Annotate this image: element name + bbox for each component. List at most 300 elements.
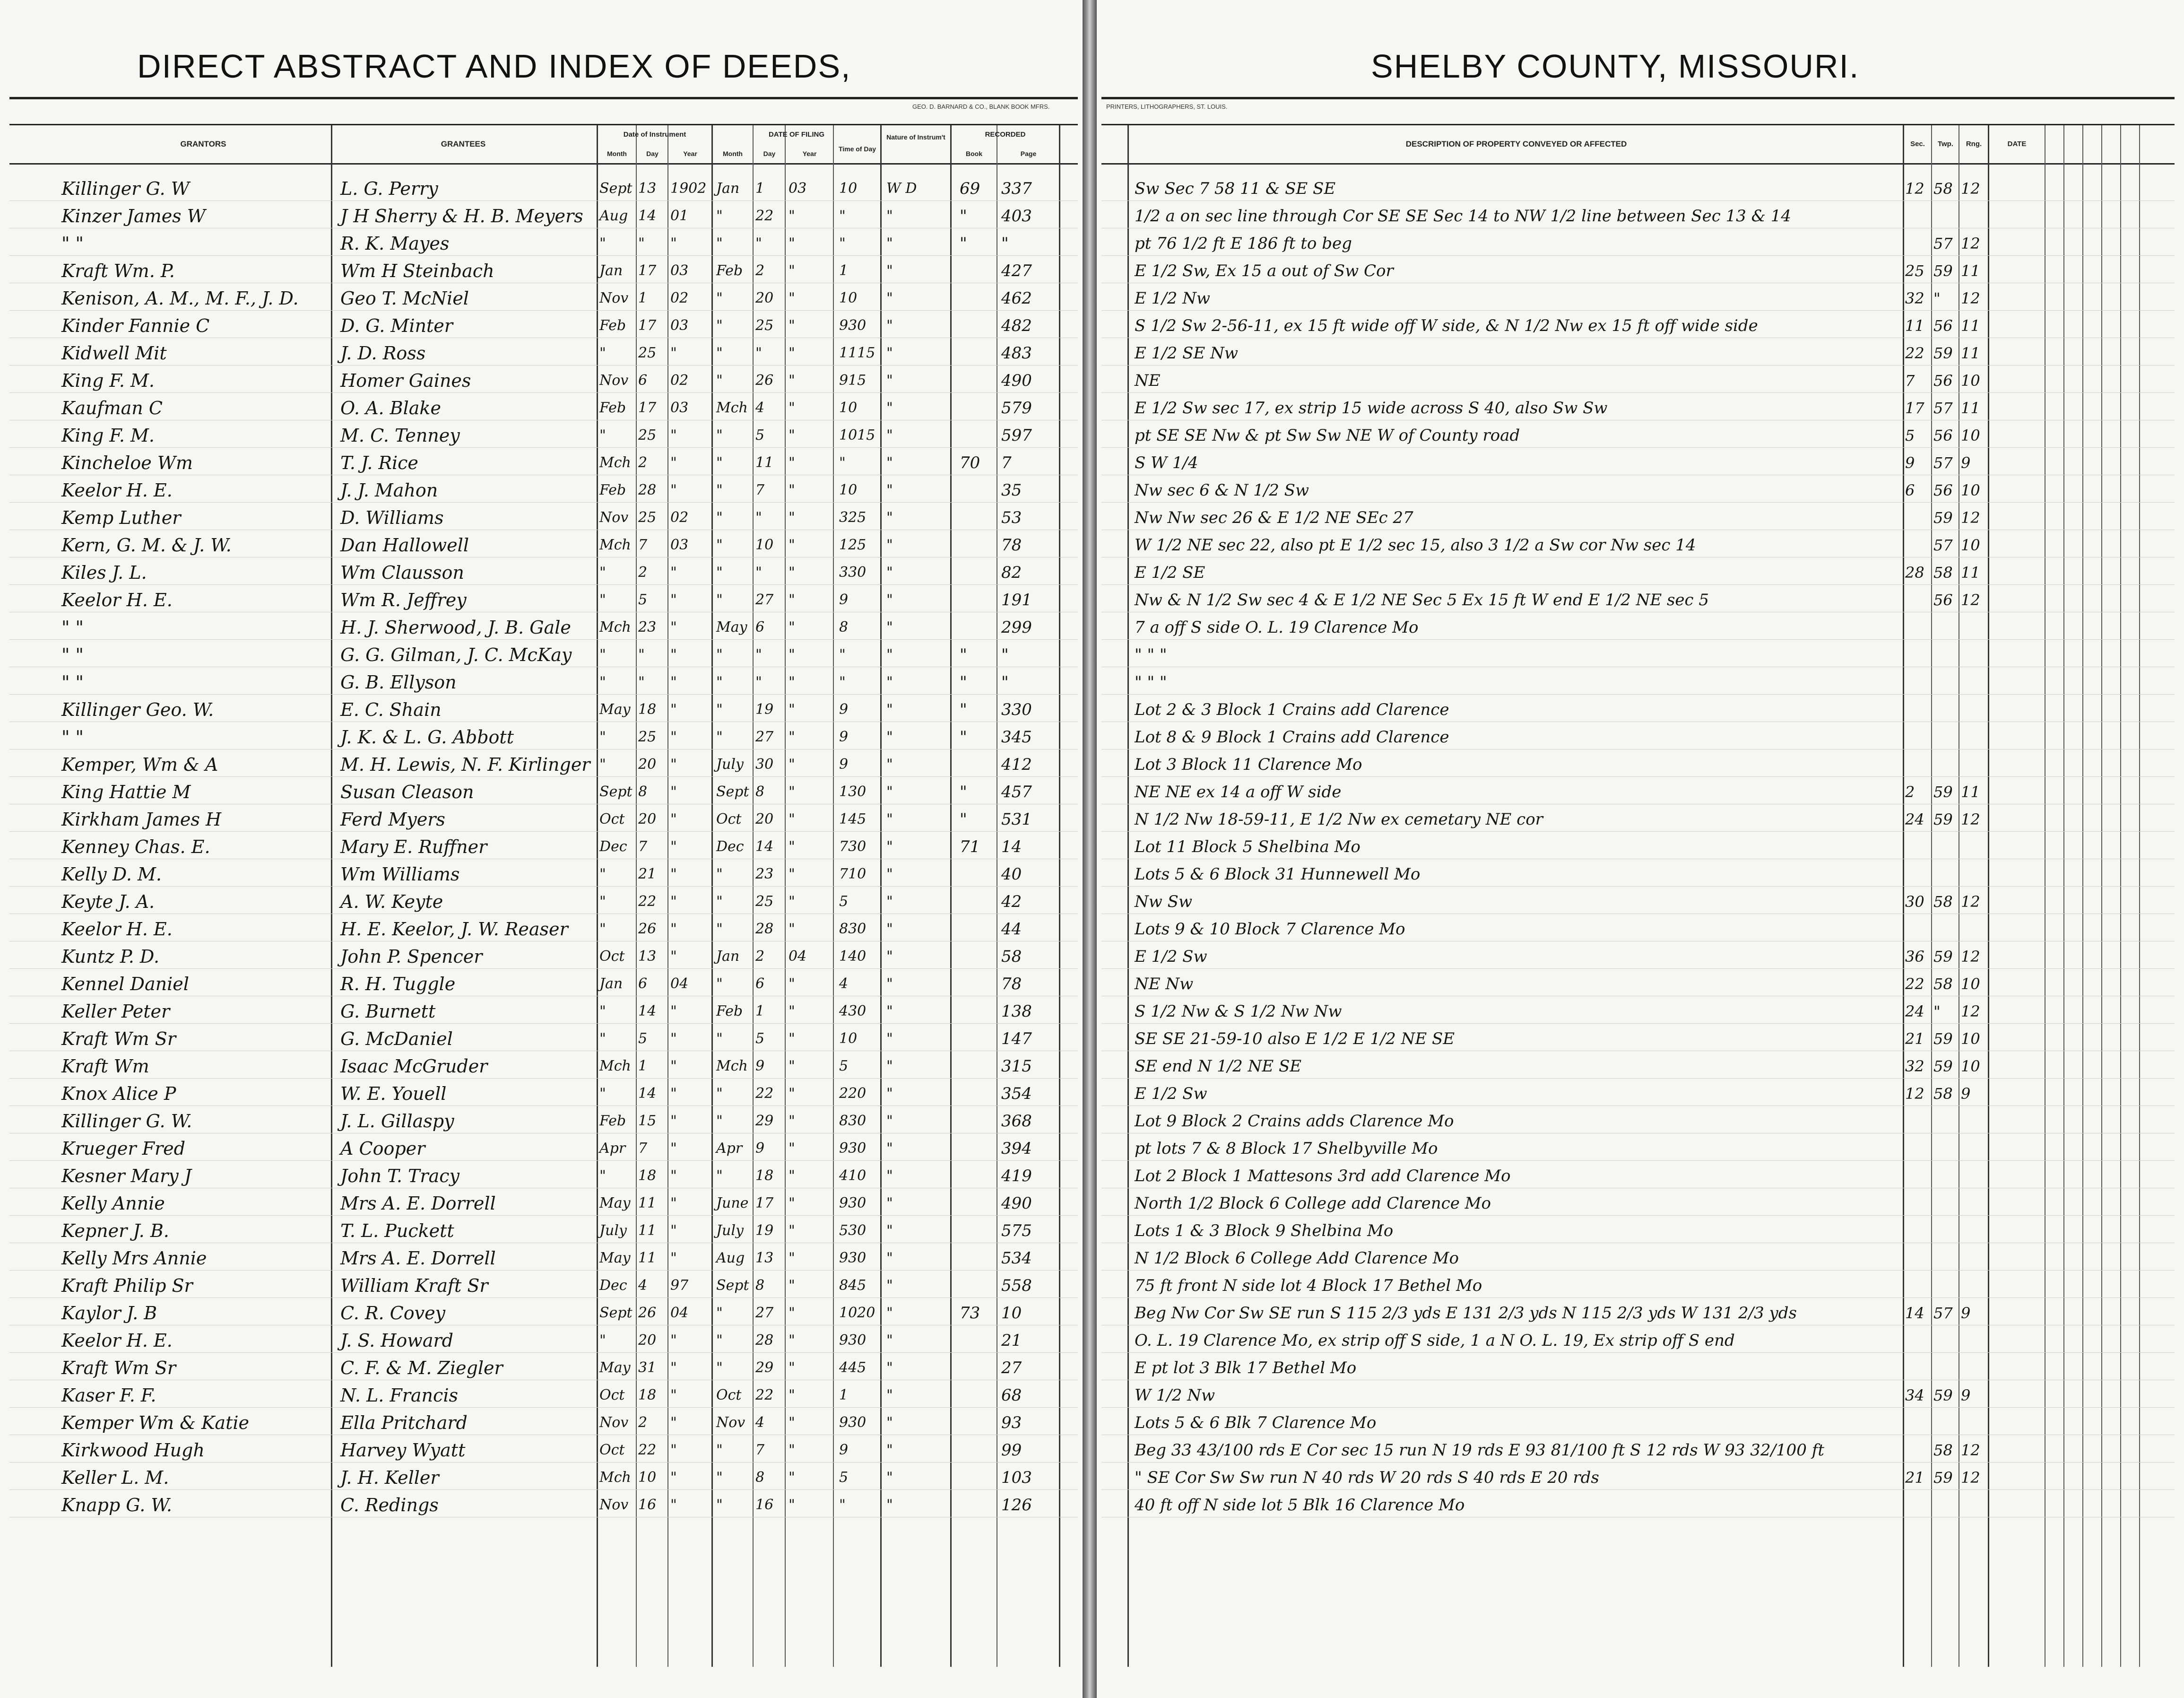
rng-cell: 12 xyxy=(1961,509,1980,527)
grantor-cell: Kuntz P. D. xyxy=(61,946,160,967)
page-cell: 482 xyxy=(1001,316,1032,335)
instrument-day-cell: 25 xyxy=(638,729,657,745)
grantee-cell: Ferd Myers xyxy=(340,809,445,830)
page-cell: 315 xyxy=(1001,1057,1032,1076)
filing-year-cell: " xyxy=(789,1003,795,1019)
filing-day-cell: " xyxy=(755,345,762,361)
page-cell: 78 xyxy=(1001,536,1022,555)
grantor-cell: Kraft Wm Sr xyxy=(61,1028,176,1049)
instrument-day-cell: 4 xyxy=(638,1277,648,1294)
filing-year-cell: " xyxy=(789,674,795,690)
description-cell: pt 76 1/2 ft E 186 ft to beg xyxy=(1135,234,1352,253)
filing-month-cell: Mch xyxy=(716,400,748,416)
grantor-cell: King Hattie M xyxy=(61,782,191,802)
twp-cell: 58 xyxy=(1933,564,1953,582)
filing-year-cell: " xyxy=(789,646,795,663)
filing-time-cell: " xyxy=(839,208,846,224)
page-cell: 368 xyxy=(1001,1112,1032,1131)
filing-month-cell: " xyxy=(716,1113,723,1129)
filing-time-cell: 10 xyxy=(839,482,858,498)
page-cell: 138 xyxy=(1001,1002,1032,1021)
grantor-cell: " " xyxy=(61,233,84,254)
nature-of-instrument-cell: " xyxy=(886,1497,893,1513)
header-inst-year: Year xyxy=(683,150,697,157)
twp-cell: 57 xyxy=(1933,536,1953,554)
filing-year-cell: " xyxy=(789,290,795,306)
page-cell: 483 xyxy=(1001,344,1032,363)
nature-of-instrument-cell: " xyxy=(886,1222,893,1239)
ledger-row xyxy=(0,504,2184,531)
filing-month-cell: " xyxy=(716,729,723,745)
instrument-year-cell: " xyxy=(670,235,677,252)
grantee-cell: E. C. Shain xyxy=(340,699,442,720)
filing-day-cell: 13 xyxy=(755,1250,774,1266)
page-cell: 14 xyxy=(1001,837,1022,856)
sec-cell: 11 xyxy=(1905,317,1924,335)
filing-year-cell: " xyxy=(789,400,795,416)
page-cell: 403 xyxy=(1001,207,1032,226)
filing-month-cell: " xyxy=(716,509,723,526)
grantor-cell: Kemper Wm & Katie xyxy=(61,1412,249,1433)
instrument-year-cell: 01 xyxy=(670,208,689,224)
ledger-row xyxy=(0,696,2184,723)
ledger-row xyxy=(0,778,2184,806)
header-grantees: GRANTEES xyxy=(441,139,486,148)
description-cell: Nw sec 6 & N 1/2 Sw xyxy=(1135,481,1309,500)
description-cell: " " " xyxy=(1135,673,1167,692)
filing-day-cell: 25 xyxy=(755,317,774,334)
description-cell: Beg Nw Cor Sw SE run S 115 2/3 yds E 131 2/3 yds N 115 2/3 yds W 131 2/3 yds xyxy=(1135,1304,1797,1323)
grantor-cell: Kidwell Mit xyxy=(61,343,167,364)
row-guide-line xyxy=(9,1462,1078,1463)
instrument-month-cell: Sept xyxy=(599,784,633,800)
row-guide-line xyxy=(9,694,1078,695)
grantee-cell: J. H. Keller xyxy=(340,1467,439,1488)
nature-of-instrument-cell: " xyxy=(886,482,893,498)
sec-cell: 9 xyxy=(1905,454,1915,472)
instrument-day-cell: 17 xyxy=(638,400,657,416)
instrument-month-cell: " xyxy=(599,345,606,361)
nature-of-instrument-cell: " xyxy=(886,784,893,800)
row-guide-line xyxy=(9,310,1078,311)
column-rule-left xyxy=(9,124,1078,125)
twp-cell: 56 xyxy=(1933,481,1953,499)
filing-month-cell: Feb xyxy=(716,262,743,279)
rng-cell: 11 xyxy=(1961,344,1980,362)
description-cell: E 1/2 Sw xyxy=(1135,1084,1207,1103)
filing-day-cell: 10 xyxy=(755,537,774,553)
description-cell: 1/2 a on sec line through Cor SE SE Sec 14 to NW 1/2 line between Sec 13 & 14 xyxy=(1135,207,1791,226)
ledger-row xyxy=(0,449,2184,477)
filing-time-cell: 930 xyxy=(839,317,867,334)
filing-time-cell: 10 xyxy=(839,400,858,416)
page-cell: 534 xyxy=(1001,1249,1032,1268)
ledger-row xyxy=(0,1491,2184,1519)
instrument-day-cell: 26 xyxy=(638,1305,657,1321)
instrument-year-cell: " xyxy=(670,674,677,690)
sec-cell: 32 xyxy=(1905,1057,1924,1075)
filing-day-cell: 23 xyxy=(755,866,774,882)
page-cell: 99 xyxy=(1001,1441,1022,1460)
rng-cell: 10 xyxy=(1961,372,1980,390)
ledger-row xyxy=(0,394,2184,422)
filing-time-cell: 9 xyxy=(839,592,849,608)
grantee-cell: Wm Williams xyxy=(340,864,460,885)
instrument-month-cell: Nov xyxy=(599,509,629,526)
instrument-day-cell: " xyxy=(638,235,645,252)
twp-cell: " xyxy=(1933,289,1941,307)
ledger-row xyxy=(0,1190,2184,1217)
filing-day-cell: 20 xyxy=(755,811,774,827)
filing-time-cell: 530 xyxy=(839,1222,867,1239)
filing-time-cell: 1115 xyxy=(839,345,875,361)
filing-year-cell: " xyxy=(789,1195,795,1211)
filing-day-cell: 20 xyxy=(755,290,774,306)
filing-month-cell: " xyxy=(716,427,723,444)
instrument-year-cell: 04 xyxy=(670,975,689,992)
grantor-cell: Keyte J. A. xyxy=(61,891,155,912)
instrument-year-cell: 03 xyxy=(670,317,689,334)
grantee-cell: R. H. Tuggle xyxy=(340,974,456,994)
page-cell: 68 xyxy=(1001,1386,1022,1405)
page-cell: 490 xyxy=(1001,1194,1032,1213)
description-cell: 75 ft front N side lot 4 Block 17 Bethel Mo xyxy=(1135,1276,1482,1295)
instrument-day-cell: 2 xyxy=(638,1414,648,1431)
grantee-cell: M. H. Lewis, N. F. Kirlinger xyxy=(340,754,590,775)
description-cell: E 1/2 SE Nw xyxy=(1135,344,1238,363)
filing-day-cell: 8 xyxy=(755,1277,765,1294)
header-book: Book xyxy=(966,150,982,157)
instrument-month-cell: " xyxy=(599,1085,606,1102)
grantor-cell: " " xyxy=(61,672,84,693)
twp-cell: 57 xyxy=(1933,1304,1953,1322)
book-cell: " xyxy=(960,783,967,801)
rng-cell: 10 xyxy=(1961,975,1980,993)
ledger-row xyxy=(0,367,2184,394)
filing-day-cell: 22 xyxy=(755,1085,774,1102)
twp-cell: 58 xyxy=(1933,1441,1953,1459)
instrument-day-cell: 20 xyxy=(638,756,657,773)
nature-of-instrument-cell: " xyxy=(886,1250,893,1266)
twp-cell: 59 xyxy=(1933,1469,1953,1487)
sec-cell: 12 xyxy=(1905,1085,1924,1103)
filing-time-cell: 1015 xyxy=(839,427,875,444)
filing-day-cell: 11 xyxy=(755,454,774,471)
filing-day-cell: 17 xyxy=(755,1195,774,1211)
filing-year-cell: " xyxy=(789,454,795,471)
ledger-row xyxy=(0,1437,2184,1464)
filing-time-cell: 445 xyxy=(839,1359,867,1376)
rng-cell: 12 xyxy=(1961,1469,1980,1487)
filing-day-cell: 7 xyxy=(755,1442,765,1458)
grantee-cell: J. K. & L. G. Abbott xyxy=(340,727,514,748)
instrument-day-cell: 1 xyxy=(638,1058,648,1074)
filing-month-cell: " xyxy=(716,372,723,389)
grantee-cell: Dan Hallowell xyxy=(340,535,469,556)
filing-year-cell: " xyxy=(789,1442,795,1458)
description-cell: Nw & N 1/2 Sw sec 4 & E 1/2 NE Sec 5 Ex 15 ft W end E 1/2 NE sec 5 xyxy=(1135,591,1709,610)
instrument-month-cell: " xyxy=(599,235,606,252)
instrument-month-cell: " xyxy=(599,1167,606,1184)
grantee-cell: L. G. Perry xyxy=(340,178,438,199)
filing-year-cell: " xyxy=(789,893,795,910)
page-cell: 53 xyxy=(1001,508,1022,527)
ledger-row xyxy=(0,669,2184,696)
page-cell: 10 xyxy=(1001,1304,1022,1323)
instrument-day-cell: 14 xyxy=(638,208,657,224)
instrument-day-cell: 18 xyxy=(638,701,657,718)
filing-year-cell: " xyxy=(789,564,795,581)
filing-day-cell: " xyxy=(755,564,762,581)
grantee-cell: C. Redings xyxy=(340,1495,439,1515)
sec-cell: 21 xyxy=(1905,1469,1924,1487)
sec-cell: 24 xyxy=(1905,810,1924,828)
grantor-cell: Knox Alice P xyxy=(61,1083,176,1104)
description-cell: Lots 1 & 3 Block 9 Shelbina Mo xyxy=(1135,1221,1394,1240)
instrument-year-cell: 03 xyxy=(670,400,689,416)
rng-cell: 10 xyxy=(1961,427,1980,444)
grantor-cell: Keelor H. E. xyxy=(61,480,173,501)
description-cell: 7 a off S side O. L. 19 Clarence Mo xyxy=(1135,618,1419,637)
filing-month-cell: Feb xyxy=(716,1003,743,1019)
filing-month-cell: Sept xyxy=(716,1277,749,1294)
instrument-year-cell: " xyxy=(670,1003,677,1019)
instrument-day-cell: 31 xyxy=(638,1359,657,1376)
row-guide-line xyxy=(9,1215,1078,1216)
grantor-cell: Killinger G. W. xyxy=(61,1111,192,1132)
filing-time-cell: " xyxy=(839,1497,846,1513)
instrument-day-cell: 22 xyxy=(638,1442,657,1458)
ledger-row xyxy=(0,1354,2184,1382)
header-file-day: Day xyxy=(763,150,776,157)
filing-day-cell: 27 xyxy=(755,729,774,745)
filing-day-cell: 22 xyxy=(755,1387,774,1403)
instrument-year-cell: " xyxy=(670,838,677,855)
rng-cell: 10 xyxy=(1961,1057,1980,1075)
ledger-row xyxy=(0,257,2184,285)
row-guide-line xyxy=(1101,1297,2175,1298)
description-cell: W 1/2 Nw xyxy=(1135,1386,1215,1405)
header-rule-right xyxy=(1101,97,2175,99)
twp-cell: 59 xyxy=(1933,344,1953,362)
page-cell: " xyxy=(1001,673,1009,692)
filing-year-cell: " xyxy=(789,1277,795,1294)
header-rule-left xyxy=(9,97,1078,99)
page-cell: 7 xyxy=(1001,453,1012,472)
nature-of-instrument-cell: " xyxy=(886,646,893,663)
page-cell: 597 xyxy=(1001,426,1032,445)
instrument-day-cell: 23 xyxy=(638,619,657,636)
instrument-year-cell: " xyxy=(670,784,677,800)
description-cell: NE Nw xyxy=(1135,975,1194,993)
filing-time-cell: 930 xyxy=(839,1414,867,1431)
instrument-day-cell: 6 xyxy=(638,372,648,389)
description-cell: S 1/2 Nw & S 1/2 Nw Nw xyxy=(1135,1002,1342,1021)
grantee-cell: Mrs A. E. Dorrell xyxy=(340,1193,496,1214)
header-time-of-day: Time of Day xyxy=(838,145,876,153)
page-cell: 58 xyxy=(1001,947,1022,966)
grantor-cell: Knapp G. W. xyxy=(61,1495,172,1515)
filing-year-cell: " xyxy=(789,619,795,636)
description-cell: Lot 3 Block 11 Clarence Mo xyxy=(1135,755,1362,774)
filing-day-cell: 19 xyxy=(755,701,774,718)
twp-cell: 58 xyxy=(1933,180,1953,198)
row-guide-line xyxy=(1101,255,2175,256)
nature-of-instrument-cell: " xyxy=(886,811,893,827)
filing-month-cell: Oct xyxy=(716,1387,742,1403)
page-cell: 126 xyxy=(1001,1496,1032,1515)
ledger-row xyxy=(0,1272,2184,1299)
page-cell: 78 xyxy=(1001,975,1022,993)
description-cell: Lot 2 Block 1 Mattesons 3rd add Clarence Mo xyxy=(1135,1167,1511,1185)
filing-month-cell: " xyxy=(716,537,723,553)
description-cell: Sw Sec 7 58 11 & SE SE xyxy=(1135,179,1336,198)
row-guide-line xyxy=(1101,365,2175,366)
printer-imprint-left: GEO. D. BARNARD & CO., BLANK BOOK MFRS. xyxy=(912,103,1050,110)
row-guide-line xyxy=(9,365,1078,366)
description-cell: Nw Nw sec 26 & E 1/2 NE SEc 27 xyxy=(1135,508,1413,527)
filing-month-cell: " xyxy=(716,1305,723,1321)
grantee-cell: John T. Tracy xyxy=(340,1166,459,1186)
instrument-day-cell: 25 xyxy=(638,345,657,361)
description-cell: W 1/2 NE sec 22, also pt E 1/2 sec 15, also 3 1/2 a Sw cor Nw sec 14 xyxy=(1135,536,1696,555)
instrument-day-cell: 28 xyxy=(638,482,657,498)
filing-month-cell: July xyxy=(716,1222,744,1239)
filing-day-cell: 9 xyxy=(755,1058,765,1074)
header-rng: Rng. xyxy=(1966,140,1982,148)
instrument-day-cell: 14 xyxy=(638,1003,657,1019)
page-cell: 412 xyxy=(1001,755,1032,774)
grantee-cell: Geo T. McNiel xyxy=(340,288,469,309)
book-cell: " xyxy=(960,673,967,692)
ledger-row xyxy=(0,1080,2184,1107)
row-guide-line xyxy=(1101,1160,2175,1161)
row-guide-line xyxy=(9,584,1078,585)
description-cell: North 1/2 Block 6 College add Clarence Mo xyxy=(1135,1194,1491,1213)
row-guide-line xyxy=(9,639,1078,640)
nature-of-instrument-cell: " xyxy=(886,400,893,416)
grantee-cell: N. L. Francis xyxy=(340,1385,458,1406)
instrument-month-cell: Apr xyxy=(599,1140,626,1157)
rng-cell: 12 xyxy=(1961,235,1980,253)
grantor-cell: Kelly Annie xyxy=(61,1193,165,1214)
ledger-row xyxy=(0,559,2184,586)
instrument-day-cell: 13 xyxy=(638,180,657,197)
grantor-cell: Kemp Luther xyxy=(61,507,181,528)
nature-of-instrument-cell: " xyxy=(886,948,893,965)
filing-month-cell: " xyxy=(716,893,723,910)
header-nature-of-instrument: Nature of Instrum't xyxy=(886,133,945,141)
row-guide-line xyxy=(1101,584,2175,585)
instrument-month-cell: " xyxy=(599,646,606,663)
row-guide-line xyxy=(9,831,1078,832)
book-cell: " xyxy=(960,207,967,226)
row-guide-line xyxy=(1101,694,2175,695)
twp-cell: 59 xyxy=(1933,783,1953,801)
instrument-year-cell: " xyxy=(670,427,677,444)
filing-month-cell: " xyxy=(716,674,723,690)
grantor-cell: Keller L. M. xyxy=(61,1467,169,1488)
filing-day-cell: 2 xyxy=(755,948,765,965)
filing-month-cell: " xyxy=(716,1497,723,1513)
filing-time-cell: 930 xyxy=(839,1195,867,1211)
filing-year-cell: " xyxy=(789,1414,795,1431)
twp-cell: 58 xyxy=(1933,893,1953,911)
filing-day-cell: 28 xyxy=(755,921,774,937)
ledger-row xyxy=(0,1135,2184,1162)
filing-time-cell: 5 xyxy=(839,1469,849,1486)
description-cell: E pt lot 3 Blk 17 Bethel Mo xyxy=(1135,1358,1357,1377)
filing-year-cell: 04 xyxy=(789,948,807,965)
instrument-month-cell: May xyxy=(599,1359,631,1376)
grantor-cell: Keller Peter xyxy=(61,1001,170,1022)
ledger-row xyxy=(0,833,2184,861)
book-cell: 71 xyxy=(960,837,980,856)
instrument-month-cell: Dec xyxy=(599,838,627,855)
filing-day-cell: 5 xyxy=(755,427,765,444)
filing-month-cell: " xyxy=(716,345,723,361)
filing-time-cell: 730 xyxy=(839,838,867,855)
grantor-cell: Kinder Fannie C xyxy=(61,315,210,336)
filing-month-cell: " xyxy=(716,701,723,718)
instrument-day-cell: 13 xyxy=(638,948,657,965)
row-guide-line xyxy=(1101,1270,2175,1271)
filing-month-cell: Dec xyxy=(716,838,744,855)
instrument-year-cell: " xyxy=(670,1442,677,1458)
page-cell: 394 xyxy=(1001,1139,1032,1158)
page-cell: " xyxy=(1001,234,1009,253)
instrument-day-cell: 21 xyxy=(638,866,657,882)
filing-year-cell: " xyxy=(789,701,795,718)
page-cell: 191 xyxy=(1001,591,1032,610)
instrument-month-cell: " xyxy=(599,921,606,937)
grantor-cell: Keelor H. E. xyxy=(61,590,173,610)
instrument-year-cell: " xyxy=(670,1140,677,1157)
nature-of-instrument-cell: " xyxy=(886,1277,893,1294)
filing-time-cell: 145 xyxy=(839,811,867,827)
instrument-month-cell: Mch xyxy=(599,1058,631,1074)
instrument-day-cell: 15 xyxy=(638,1113,657,1129)
grantor-cell: Kirkwood Hugh xyxy=(61,1440,205,1461)
page-cell: 354 xyxy=(1001,1084,1032,1103)
grantor-cell: Kenison, A. M., M. F., J. D. xyxy=(61,288,299,309)
twp-cell: 56 xyxy=(1933,427,1953,444)
instrument-day-cell: 20 xyxy=(638,1332,657,1349)
ledger-row xyxy=(0,861,2184,888)
instrument-day-cell: 10 xyxy=(638,1469,657,1486)
grantor-cell: Kemper, Wm & A xyxy=(61,754,218,775)
grantor-cell: Kirkham James H xyxy=(61,809,222,830)
instrument-day-cell: 7 xyxy=(638,537,648,553)
filing-time-cell: " xyxy=(839,646,846,663)
grantee-cell: C. F. & M. Ziegler xyxy=(340,1358,503,1378)
grantor-cell: Killinger Geo. W. xyxy=(61,699,214,720)
grantor-cell: Kesner Mary J xyxy=(61,1166,192,1186)
filing-time-cell: 930 xyxy=(839,1250,867,1266)
description-cell: Lots 5 & 6 Block 31 Hunnewell Mo xyxy=(1135,865,1421,884)
twp-cell: 59 xyxy=(1933,262,1953,280)
filing-year-cell: " xyxy=(789,208,795,224)
twp-cell: 59 xyxy=(1933,1386,1953,1404)
ledger-row xyxy=(0,614,2184,641)
row-guide-line xyxy=(1101,1462,2175,1463)
instrument-month-cell: Dec xyxy=(599,1277,627,1294)
filing-month-cell: " xyxy=(716,208,723,224)
description-cell: Lot 2 & 3 Block 1 Crains add Clarence xyxy=(1135,700,1449,719)
instrument-year-cell: " xyxy=(670,1414,677,1431)
rng-cell: 9 xyxy=(1961,1085,1971,1103)
row-guide-line xyxy=(1101,968,2175,969)
